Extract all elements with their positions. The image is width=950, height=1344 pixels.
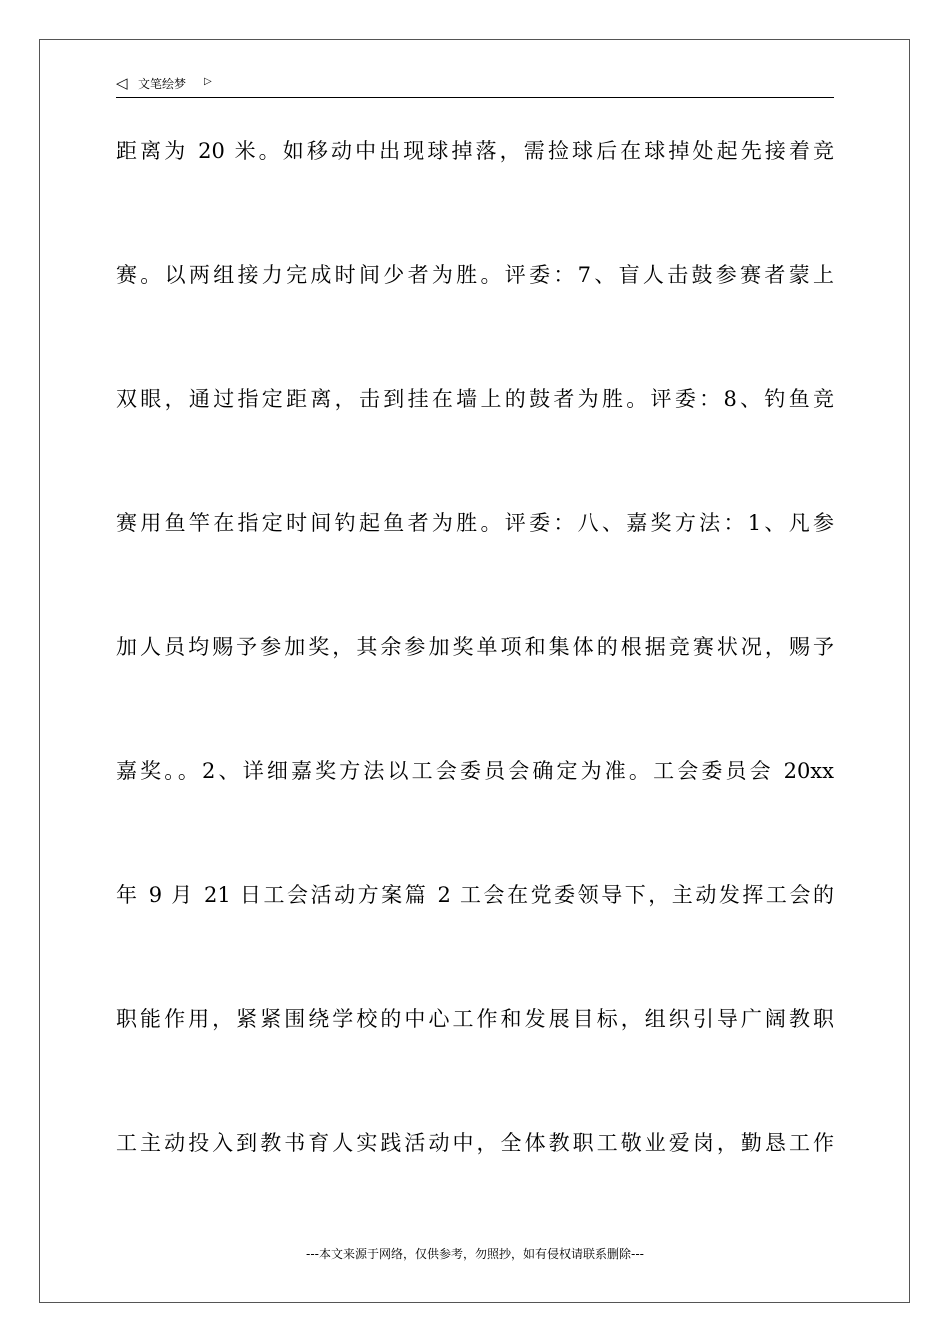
- text-line: 工主动投入到教书育人实践活动中，全体教职工敬业爱岗，勤恳工作: [116, 1131, 834, 1155]
- left-triangle-icon: ◁: [116, 74, 128, 92]
- text-line: 距离为 20 米。如移动中出现球掉落，需捡球后在球掉处起先接着竞: [116, 139, 834, 163]
- page-footer: ---本文来源于网络，仅供参考，勿照抄，如有侵权请联系删除---: [306, 1247, 644, 1261]
- text-line: 赛用鱼竿在指定时间钓起鱼者为胜。评委：八、嘉奖方法：1、凡参: [116, 511, 834, 535]
- text-line: 赛。以两组接力完成时间少者为胜。评委：7、盲人击鼓参赛者蒙上: [116, 263, 834, 287]
- text-line: 职能作用，紧紧围绕学校的中心工作和发展目标，组织引导广阔教职: [116, 1007, 834, 1031]
- text-line: 加人员均赐予参加奖，其余参加奖单项和集体的根据竞赛状况，赐予: [116, 635, 834, 659]
- text-line: 年 9 月 21 日工会活动方案篇 2 工会在党委领导下，主动发挥工会的: [116, 883, 834, 907]
- header-title: 文笔绘梦: [138, 77, 187, 91]
- text-line: 双眼，通过指定距离，击到挂在墙上的鼓者为胜。评委：8、钓鱼竞: [116, 387, 834, 411]
- document-body: [116, 131, 834, 1247]
- text-line: 嘉奖。。2、详细嘉奖方法以工会委员会确定为准。工会委员会 20xx: [116, 759, 834, 783]
- page-header: [116, 72, 834, 98]
- right-triangle-icon: ▷: [204, 76, 212, 87]
